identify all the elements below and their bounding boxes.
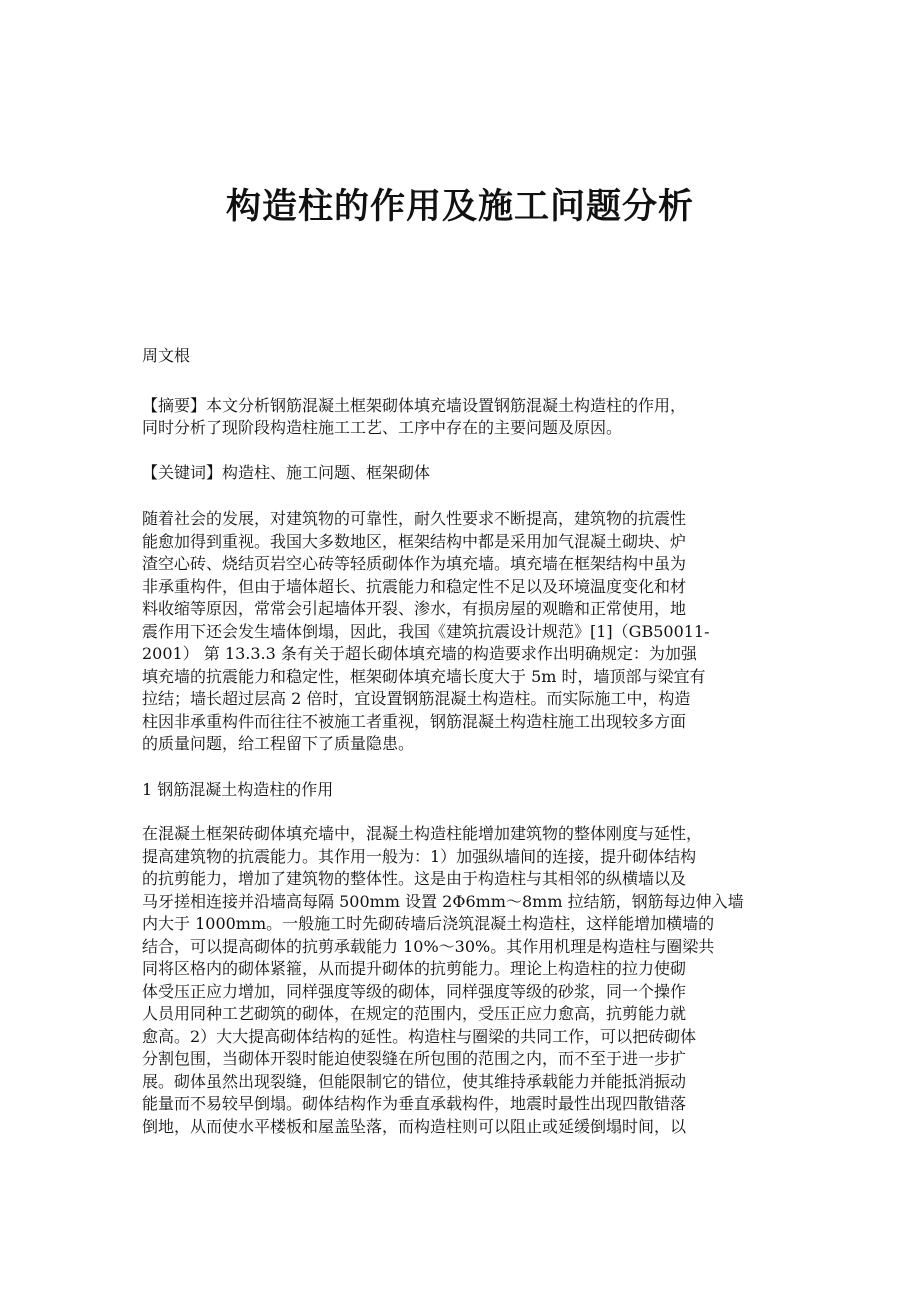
intro-paragraph: 随着社会的发展，对建筑物的可靠性，耐久性要求不断提高，建筑物的抗震性 能愈加得到重视。我国大多数地区，框架结构中都是采用加气混凝土砌块、炉 渣空心砖、烧结页岩空心砖等轻质砌体作为填充墙。填充墙在框架结构中虽为 非承重构件，但由于墙体超长、抗震能力和稳定性不足以及环境温度变化和材 料收缩等原因，常常会引起墙体开裂、渗水，有损房屋的观瞻和正常使用，地 震作用下还会发生墙体倒塌，因此，我国《建筑抗震设计规范》[1]（GB50011- 2001） 第 13.3.3 条有关于超长砌体填充墙的构造要求作出明确规定：为加强 填充墙的抗震能力和稳定性，框架砌体填充墙长度大于 5m 时，墙顶部与梁宜有 拉结；墙长超过层高 2 倍时，宜设置钢筋混凝土构造柱。而实际施工中，构造 柱因非承重构件而往往不被施工者重视，钢筋混凝土构造柱施工出现较多方面 的质量问题，给工程留下了质量隐患。	[142, 509, 710, 753]
section-1-heading: 1 钢筋混凝土构造柱的作用	[142, 779, 334, 799]
keywords-paragraph: 【关键词】构造柱、施工问题、框架砌体	[142, 462, 431, 482]
section-1-paragraph: 在混凝土框架砖砌体填充墙中，混凝土构造柱能增加建筑物的整体刚度与延性， 提高建筑物的抗震能力。其作用一般为：1）加强纵墙间的连接，提升砌体结构 的抗剪能力，增加了建筑物的整体性。这是由于构造柱与其相邻的纵横墙以及 马牙搓相连接并沿墙高每隔 500mm 设置 2Φ6mm～8mm 拉结筋，钢筋每边伸入墙 内大于 1000mm。一般施工时先砌砖墙后浇筑混凝土构造柱，这样能增加横墙的 结合，可以提高砌体的抗剪承载能力 10%～30%。其作用机理是构造柱与圈梁共 同将区格内的砌体紧箍，从而提升砌体的抗剪能力。理论上构造柱的拉力使砌 体受压正应力增加，同样强度等级的砌体，同样强度等级的砂浆，同一个操作 人员用同种工艺砌筑的砌体，在规定的范围内，受压正应力愈高，抗剪能力就 愈高。2）大大提高砌体结构的延性。构造柱与圈梁的共同工作，可以把砖砌体 分割包围，当砌体开裂时能迫使裂缝在所包围的范围之内，而不至于进一步扩 展。砌体虽然出现裂缝，但能限制它的错位，使其维持承载能力并能抵消振动 能量而不易较早倒塌。砌体结构作为垂直承载构件，地震时最性出现四散错落 倒地，从而使水平楼板和屋盖坠落，而构造柱则可以阻止或延缓倒塌时间，以	[142, 824, 744, 1136]
document-content	[142, 345, 782, 1138]
abstract-paragraph: 【摘要】本文分析钢筋混凝土框架砌体填充墙设置钢筋混凝土构造柱的作用， 同时分析了现阶段构造柱施工工艺、工序中存在的主要问题及原因。	[142, 395, 687, 437]
author-name: 周文根	[142, 346, 191, 365]
page-title: 构造柱的作用及施工问题分析	[225, 187, 694, 227]
